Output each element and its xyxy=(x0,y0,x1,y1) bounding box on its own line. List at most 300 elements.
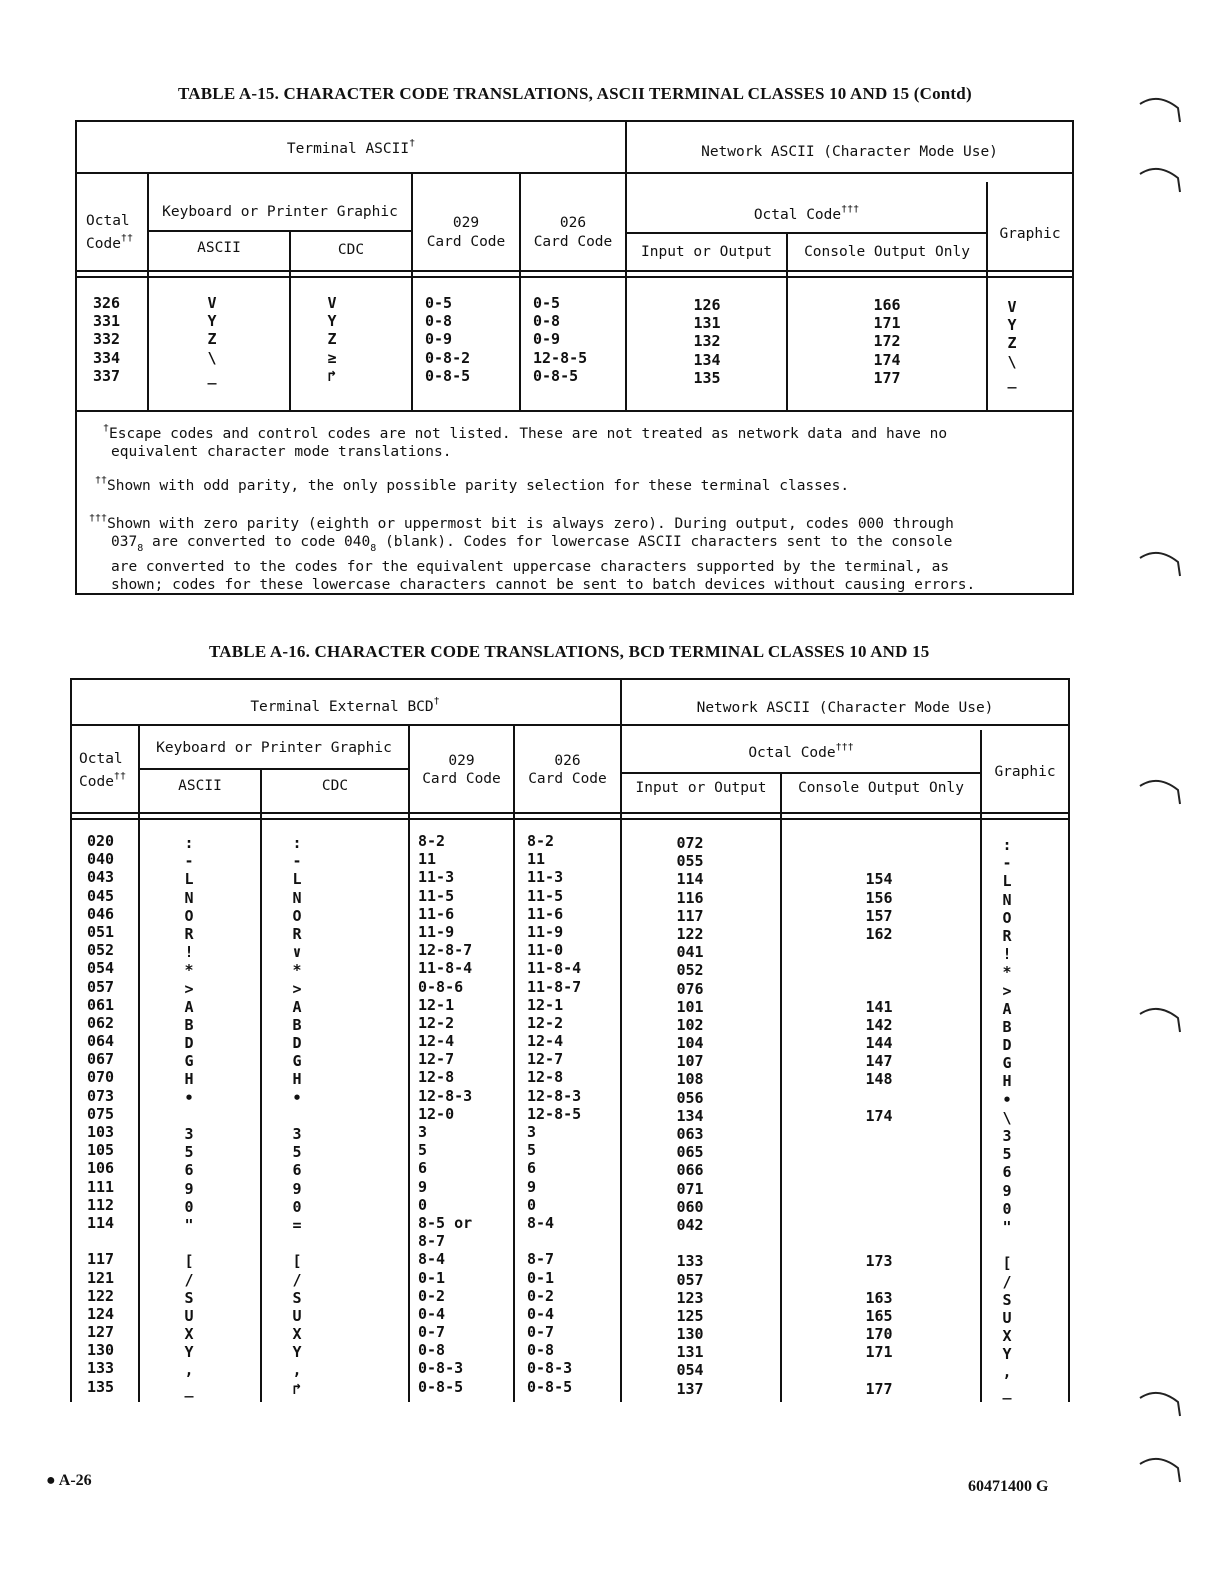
t15-octal-cell: 332 xyxy=(93,330,121,349)
t16-029-cell: 0-8-5 xyxy=(418,1377,464,1396)
t16-graphic-cell: _ xyxy=(1002,1381,1012,1400)
binder-mark-icon xyxy=(1138,1388,1184,1418)
t16-cdc-cell: R xyxy=(292,924,302,943)
t16-graphic-cell: O xyxy=(1002,908,1012,927)
t16-input-cell: 122 xyxy=(676,924,704,943)
t16-octal-cell: 105 xyxy=(87,1141,115,1160)
t16-octal-cell: 067 xyxy=(87,1050,115,1069)
t16-input-cell: 102 xyxy=(676,1015,704,1034)
t16-input-cell xyxy=(655,1234,725,1252)
t16-cdc-cell: O xyxy=(292,906,302,925)
header-ascii-16: ASCII xyxy=(178,778,222,794)
footnote-2-text: Shown with odd parity, the only possible parity selection for these terminal classes. xyxy=(107,478,850,494)
t16-graphic-cell: \ xyxy=(1002,1108,1012,1127)
t16-console-cell: 148 xyxy=(865,1070,893,1089)
t16-graphic-cell: N xyxy=(1002,890,1012,909)
col-ascii xyxy=(197,294,227,385)
t16-graphic-cell: / xyxy=(1002,1272,1012,1291)
t16-console-cell xyxy=(844,1180,914,1198)
t16-graphic-cell: 6 xyxy=(1002,1163,1012,1182)
header-029-16 xyxy=(410,752,513,788)
col-console-output-16 xyxy=(844,834,914,1398)
t16-graphic-cell: R xyxy=(1002,926,1012,945)
header-octal-code-net-16: Octal Code††† xyxy=(748,742,854,761)
t16-cdc-cell: / xyxy=(292,1270,302,1289)
t16-console-cell: 142 xyxy=(865,1015,893,1034)
group-header-network-ascii-16: Network ASCII (Character Mode Use) xyxy=(696,700,994,716)
t16-graphic-cell: • xyxy=(1002,1090,1012,1109)
col-graphic-16 xyxy=(992,836,1022,1400)
t16-graphic-cell: [ xyxy=(1002,1254,1012,1273)
footnote-3-line1: Shown with zero parity (eighth or uppermost bit is always zero). During output, codes 000 through xyxy=(107,516,954,532)
t16-graphic-cell: S xyxy=(1002,1290,1012,1309)
t15-cdc-cell: V xyxy=(327,294,337,312)
t15-input-cell: 135 xyxy=(693,368,721,387)
t15-ascii-cell: V xyxy=(207,294,217,312)
t16-octal-cell: 061 xyxy=(87,995,115,1014)
t16-ascii-cell: G xyxy=(184,1052,194,1071)
t16-octal-cell: 064 xyxy=(87,1032,115,1051)
t16-graphic-cell: ! xyxy=(1002,945,1012,964)
header-026-16 xyxy=(515,752,620,788)
t16-029-cell: 11-3 xyxy=(418,868,455,887)
t16-ascii-cell: X xyxy=(184,1325,194,1344)
t15-console-cell: 171 xyxy=(873,314,901,333)
t16-ascii-cell: [ xyxy=(184,1252,194,1271)
t16-graphic-cell: 5 xyxy=(1002,1145,1012,1164)
t16-cdc-cell: D xyxy=(292,1034,302,1053)
binder-mark-icon xyxy=(1138,548,1184,578)
header-graphic-16: Graphic xyxy=(994,764,1056,780)
t16-ascii-cell: * xyxy=(184,961,194,980)
t16-input-cell: 052 xyxy=(676,961,704,980)
t16-cdc-cell: 6 xyxy=(292,1161,302,1180)
t15-graphic-cell: V xyxy=(1007,298,1017,316)
t16-cdc-cell: A xyxy=(292,997,302,1016)
t16-console-cell: 157 xyxy=(865,906,893,925)
t16-input-cell: 104 xyxy=(676,1034,704,1053)
header-ascii: ASCII xyxy=(197,240,241,256)
header-console-output: Console Output Only xyxy=(804,244,970,260)
t16-cdc-cell: : xyxy=(292,834,302,852)
t16-ascii-cell xyxy=(174,1234,204,1252)
t15-026-cell: 12-8-5 xyxy=(533,348,588,367)
t16-console-cell xyxy=(844,1089,914,1107)
t15-octal-cell: 331 xyxy=(93,312,121,331)
t16-cdc-cell: H xyxy=(292,1070,302,1089)
t16-octal-cell: 112 xyxy=(87,1195,115,1214)
t16-graphic-cell: X xyxy=(1002,1327,1012,1346)
t15-029-cell: 0-9 xyxy=(425,330,453,349)
t15-026-cell: 0-8-5 xyxy=(533,366,579,385)
t16-graphic-cell: 3 xyxy=(1002,1127,1012,1145)
t16-input-cell: 060 xyxy=(676,1197,704,1216)
t16-console-cell: 171 xyxy=(865,1343,893,1362)
t16-octal-cell: 111 xyxy=(87,1177,115,1196)
t16-029-cell: 0 xyxy=(418,1195,428,1214)
t16-029-cell: 12-8 xyxy=(418,1068,455,1087)
t16-ascii-cell: 0 xyxy=(184,1197,194,1216)
t16-026-cell: 12-2 xyxy=(527,1013,564,1032)
t15-graphic-cell: _ xyxy=(1007,370,1017,389)
col-029 xyxy=(425,294,470,385)
t16-input-cell: 116 xyxy=(676,888,704,907)
t16-026-cell: 12-4 xyxy=(527,1032,564,1051)
t16-console-cell xyxy=(844,852,914,870)
t16-console-cell: 173 xyxy=(865,1252,893,1271)
t16-cdc-cell xyxy=(282,1107,312,1125)
col-cdc-16 xyxy=(282,834,312,1398)
h16-octal-l2: Code xyxy=(79,774,114,790)
t16-026-cell: 12-1 xyxy=(527,995,564,1014)
header-input-output-16: Input or Output xyxy=(635,780,767,796)
t16-026-cell: 9 xyxy=(527,1177,537,1196)
t16-octal-cell: 133 xyxy=(87,1359,115,1378)
header-octal-code-16: Octal Code†† xyxy=(70,750,145,791)
t15-ascii-cell: _ xyxy=(207,366,217,385)
t16-input-cell: 137 xyxy=(676,1379,704,1398)
t15-cdc-cell: ↱ xyxy=(327,366,337,385)
footnote-3-line3: are converted to the codes for the equivalent uppercase characters supported by the terminal, as xyxy=(111,559,950,575)
col-ascii-16 xyxy=(174,834,204,1398)
t16-026-cell: 11-0 xyxy=(527,941,564,960)
t15-input-cell: 126 xyxy=(693,296,721,314)
t16-029-cell: 12-8-3 xyxy=(418,1086,473,1105)
col-029-16 xyxy=(418,832,472,1396)
t15-console-cell: 172 xyxy=(873,332,901,351)
t16-graphic-cell: 0 xyxy=(1002,1199,1012,1218)
t16-ascii-cell: / xyxy=(184,1270,194,1289)
t15-octal-cell: 337 xyxy=(93,366,121,385)
t16-console-cell xyxy=(844,1143,914,1161)
t16-input-cell: 042 xyxy=(676,1215,704,1234)
col-input-output-16 xyxy=(655,834,725,1398)
t16-ascii-cell: 3 xyxy=(184,1125,194,1143)
t16-octal-cell: 040 xyxy=(87,850,115,869)
t16-input-cell: 065 xyxy=(676,1143,704,1162)
t15-console-cell: 166 xyxy=(873,296,901,314)
t16-octal-cell: 121 xyxy=(87,1268,115,1287)
t16-input-cell: 056 xyxy=(676,1088,704,1107)
t16-input-cell: 134 xyxy=(676,1106,704,1125)
t16-cdc-cell: > xyxy=(292,979,302,998)
t16-console-cell xyxy=(844,1361,914,1379)
t15-console-cell: 177 xyxy=(873,368,901,387)
t16-029-cell: 11-8-4 xyxy=(418,959,473,978)
t16-cdc-cell: S xyxy=(292,1288,302,1307)
h029-l1: 029 xyxy=(452,215,480,231)
t16-octal-cell: 075 xyxy=(87,1104,115,1123)
t15-console-cell: 174 xyxy=(873,350,901,369)
t16-octal-cell: 117 xyxy=(87,1250,115,1269)
t16-octal-cell: 073 xyxy=(87,1086,115,1105)
header-cdc-16: CDC xyxy=(321,778,349,794)
t16-console-cell xyxy=(844,1198,914,1216)
t16-console-cell: 154 xyxy=(865,870,893,889)
t16-graphic-cell: D xyxy=(1002,1036,1012,1055)
col-octal-code xyxy=(93,294,120,385)
t16-cdc-cell: = xyxy=(292,1215,302,1234)
col-octal-code-16 xyxy=(87,832,114,1396)
t16-ascii-cell: U xyxy=(184,1306,194,1325)
t16-octal-cell: 020 xyxy=(87,832,115,850)
header-keyboard-graphic-16: Keyboard or Printer Graphic xyxy=(156,740,392,756)
t16-cdc-cell: N xyxy=(292,888,302,907)
t16-029-cell: 0-7 xyxy=(418,1323,446,1342)
t16-029-cell: 9 xyxy=(418,1177,428,1196)
footnote-3: †††Shown with zero parity (eighth or uppermost bit is always zero). During output, codes 000 through $037_8$ are converted to code $040_8$ (blank). Codes for lowercase ASCII characters sent to the console are converted to the codes for the equivalent uppercase characters supported by the terminal, as shown; codes for these lowercase characters cannot be sent to batch devices without causing errors. xyxy=(89,513,976,593)
t16-026-cell: 8-7 xyxy=(527,1250,555,1269)
header-console-output-16: Console Output Only xyxy=(798,780,964,796)
t16-input-cell: 063 xyxy=(676,1125,704,1143)
t16-ascii-cell: R xyxy=(184,924,194,943)
t16-029-cell: 0-2 xyxy=(418,1286,446,1305)
t16-029-cell: 0-8-3 xyxy=(418,1359,464,1378)
t16-ascii-cell: : xyxy=(184,834,194,852)
t16-ascii-cell: " xyxy=(184,1215,194,1234)
binder-mark-icon xyxy=(1138,776,1184,806)
table-a15 xyxy=(75,120,1074,595)
t16-029-cell: 12-2 xyxy=(418,1013,455,1032)
t15-029-cell: 0-5 xyxy=(425,294,453,312)
footnote-3-l2c: (blank). Codes for lowercase ASCII characters sent to the console xyxy=(376,534,953,550)
h16-octalcode: Octal Code xyxy=(748,745,836,761)
t16-graphic-cell: , xyxy=(1002,1363,1012,1382)
t16-octal-cell: 114 xyxy=(87,1213,115,1232)
t16-octal-cell: 103 xyxy=(87,1123,115,1141)
t16-ascii-cell: - xyxy=(184,852,194,871)
header-026-card-code xyxy=(521,214,625,252)
t16-console-cell: 174 xyxy=(865,1106,893,1125)
t16-ascii-cell: ! xyxy=(184,943,194,962)
t15-026-cell: 0-9 xyxy=(533,330,561,349)
t16-console-cell xyxy=(844,1271,914,1289)
t16-ascii-cell: • xyxy=(184,1088,194,1107)
t16-graphic-cell: A xyxy=(1002,999,1012,1018)
t16-input-cell: 041 xyxy=(676,943,704,962)
t16-input-cell: 125 xyxy=(676,1306,704,1325)
group-header-bcd-text: Terminal External BCD xyxy=(250,699,434,715)
t16-029-cell: 0-8 xyxy=(418,1341,446,1360)
t16-input-cell: 101 xyxy=(676,997,704,1016)
t16-cdc-cell xyxy=(282,1234,312,1252)
col-026-16 xyxy=(527,832,581,1396)
t16-026-cell: 0-8 xyxy=(527,1341,555,1360)
t15-029-cell: 0-8 xyxy=(425,312,453,331)
t16-octal-cell: 124 xyxy=(87,1304,115,1323)
t16-octal-cell xyxy=(87,1232,114,1250)
t16-026-cell: 12-7 xyxy=(527,1050,564,1069)
t16-graphic-cell xyxy=(992,1236,1022,1254)
t16-026-cell: 0-1 xyxy=(527,1268,555,1287)
t16-console-cell xyxy=(844,943,914,961)
t16-029-cell: 0-1 xyxy=(418,1268,446,1287)
h026-l2: Card Code xyxy=(533,234,613,250)
t16-029-cell: 11-6 xyxy=(418,904,455,923)
t16-026-cell: 12-8-5 xyxy=(527,1104,582,1123)
t16-input-cell: 107 xyxy=(676,1052,704,1071)
t16-graphic-cell: U xyxy=(1002,1308,1012,1327)
t16-026-cell: 0-8-5 xyxy=(527,1377,573,1396)
t16-graphic-cell: - xyxy=(1002,854,1012,873)
t16-ascii-cell: 9 xyxy=(184,1179,194,1198)
t16-029-cell: 11-5 xyxy=(418,886,455,905)
t16-ascii-cell: 6 xyxy=(184,1161,194,1180)
header-input-output: Input or Output xyxy=(641,244,772,260)
t16-input-cell: 057 xyxy=(676,1270,704,1289)
h16-026-l2: Card Code xyxy=(528,771,607,787)
t15-ascii-cell: \ xyxy=(207,348,217,367)
t16-console-cell: 141 xyxy=(865,997,893,1016)
t16-cdc-cell: B xyxy=(292,1015,302,1034)
t16-026-cell: 0-7 xyxy=(527,1323,555,1342)
t16-console-cell xyxy=(844,834,914,852)
t16-cdc-cell: ↱ xyxy=(292,1379,302,1398)
t16-029-cell: 5 xyxy=(418,1141,428,1160)
t16-cdc-cell: Y xyxy=(292,1343,302,1362)
t16-input-cell: 066 xyxy=(676,1161,704,1180)
t16-octal-cell: 127 xyxy=(87,1323,115,1342)
col-input-output xyxy=(672,296,742,387)
t15-graphic-cell: Z xyxy=(1007,334,1017,353)
t16-ascii-cell: O xyxy=(184,906,194,925)
t15-cdc-cell: Y xyxy=(327,312,337,331)
t16-console-cell xyxy=(844,961,914,979)
h16-029-l2: Card Code xyxy=(422,771,501,787)
footnote-3-l2a: 037 xyxy=(111,534,138,550)
footnote-2: ††Shown with odd parity, the only possible parity selection for these terminal classes. xyxy=(95,475,850,494)
t16-ascii-cell: 5 xyxy=(184,1143,194,1162)
header-keyboard-graphic: Keyboard or Printer Graphic xyxy=(162,204,398,220)
t16-console-cell: 170 xyxy=(865,1325,893,1344)
header-octal-line2: Code xyxy=(86,236,121,252)
t16-026-cell: 0-2 xyxy=(527,1286,555,1305)
t16-029-cell: 8-4 xyxy=(418,1250,446,1269)
t16-cdc-cell: , xyxy=(292,1361,302,1380)
page-number: ● A-26 xyxy=(46,1472,92,1489)
footnote-1-line1: Escape codes and control codes are not listed. These are not treated as network data and have no xyxy=(109,426,948,442)
t16-console-cell: 177 xyxy=(865,1379,893,1398)
octal-code-label: Octal Code xyxy=(753,207,842,223)
h029-l2: Card Code xyxy=(426,234,506,250)
t15-026-cell: 0-8 xyxy=(533,312,561,331)
t15-octal-cell: 326 xyxy=(93,294,121,312)
t16-ascii-cell: , xyxy=(184,1361,194,1380)
t16-cdc-cell: [ xyxy=(292,1252,302,1271)
t16-graphic-cell: H xyxy=(1002,1072,1012,1091)
t16-console-cell: 156 xyxy=(865,888,893,907)
t16-graphic-cell: B xyxy=(1002,1017,1012,1036)
t16-026-cell: 3 xyxy=(527,1123,537,1141)
t16-input-cell: 076 xyxy=(676,979,704,998)
t16-026-cell: 11-9 xyxy=(527,922,564,941)
t15-graphic-cell: \ xyxy=(1007,352,1017,371)
t16-cdc-cell: 0 xyxy=(292,1197,302,1216)
h16-029-l1: 029 xyxy=(448,753,475,769)
t15-cdc-cell: Z xyxy=(327,330,337,349)
t16-graphic-cell: : xyxy=(1002,836,1012,854)
binder-mark-icon xyxy=(1138,164,1184,194)
t16-ascii-cell: Y xyxy=(184,1343,194,1362)
header-cdc: CDC xyxy=(337,242,365,258)
t15-029-cell: 0-8-2 xyxy=(425,348,471,367)
t16-console-cell xyxy=(844,1125,914,1143)
t16-input-cell: 054 xyxy=(676,1361,704,1380)
t16-cdc-cell: L xyxy=(292,870,302,889)
t16-029-cell: 8-5 or xyxy=(418,1213,473,1232)
t16-graphic-cell: G xyxy=(1002,1054,1012,1073)
t16-input-cell: 055 xyxy=(676,852,704,871)
t16-cdc-cell: 9 xyxy=(292,1179,302,1198)
col-console-output xyxy=(852,296,922,387)
col-026 xyxy=(533,294,587,385)
t16-026-cell: 11-8-4 xyxy=(527,959,582,978)
t16-cdc-cell: * xyxy=(292,961,302,980)
t16-026-cell: 11-8-7 xyxy=(527,977,582,996)
t16-026-cell: 5 xyxy=(527,1141,537,1160)
t16-026-cell: 11-5 xyxy=(527,886,564,905)
t16-input-cell: 123 xyxy=(676,1288,704,1307)
t16-octal-cell: 070 xyxy=(87,1068,115,1087)
t16-octal-cell: 062 xyxy=(87,1013,115,1032)
t16-ascii-cell xyxy=(174,1107,204,1125)
t16-ascii-cell: _ xyxy=(184,1379,194,1398)
t16-input-cell: 071 xyxy=(676,1179,704,1198)
t16-octal-cell: 106 xyxy=(87,1159,115,1178)
t16-console-cell: 165 xyxy=(865,1306,893,1325)
t16-026-cell xyxy=(527,1232,581,1250)
t16-input-cell: 108 xyxy=(676,1070,704,1089)
t16-cdc-cell: X xyxy=(292,1325,302,1344)
t16-ascii-cell: > xyxy=(184,979,194,998)
col-graphic xyxy=(997,298,1027,389)
header-graphic: Graphic xyxy=(999,226,1061,242)
t16-octal-cell: 122 xyxy=(87,1286,115,1305)
t16-029-cell: 12-1 xyxy=(418,995,455,1014)
t16-ascii-cell: N xyxy=(184,888,194,907)
t16-029-cell: 8-7 xyxy=(418,1232,446,1251)
t16-029-cell: 0-4 xyxy=(418,1304,446,1323)
t16-input-cell: 130 xyxy=(676,1325,704,1344)
t16-029-cell: 3 xyxy=(418,1123,428,1141)
t16-029-cell: 6 xyxy=(418,1159,428,1178)
t16-input-cell: 133 xyxy=(676,1252,704,1271)
t16-026-cell: 11-3 xyxy=(527,868,564,887)
t16-ascii-cell: B xyxy=(184,1015,194,1034)
t16-graphic-cell: * xyxy=(1002,963,1012,982)
t16-cdc-cell: 5 xyxy=(292,1143,302,1162)
t16-graphic-cell: L xyxy=(1002,872,1012,891)
t16-cdc-cell: G xyxy=(292,1052,302,1071)
footnote-1-line2: equivalent character mode translations. xyxy=(111,444,452,460)
t16-ascii-cell: H xyxy=(184,1070,194,1089)
header-octal-line1: Octal xyxy=(86,213,130,229)
t16-026-cell: 6 xyxy=(527,1159,537,1178)
t16-029-cell: 11 xyxy=(418,850,437,869)
t16-console-cell xyxy=(844,1216,914,1234)
group-header-terminal-bcd: Terminal External BCD† xyxy=(250,696,440,715)
t16-octal-cell: 051 xyxy=(87,922,115,941)
binder-mark-icon xyxy=(1138,1004,1184,1034)
t16-input-cell: 131 xyxy=(676,1343,704,1362)
t15-029-cell: 0-8-5 xyxy=(425,366,471,385)
footnote-3-sub1: 8 xyxy=(137,543,144,554)
t16-ascii-cell: S xyxy=(184,1288,194,1307)
header-octal-code-net: Octal Code††† xyxy=(753,204,860,223)
h16-octal-l1: Octal xyxy=(79,751,123,767)
table-a16-caption: TABLE A-16. CHARACTER CODE TRANSLATIONS, BCD TERMINAL CLASSES 10 AND 15 xyxy=(209,642,930,661)
t16-026-cell: 12-8 xyxy=(527,1068,564,1087)
